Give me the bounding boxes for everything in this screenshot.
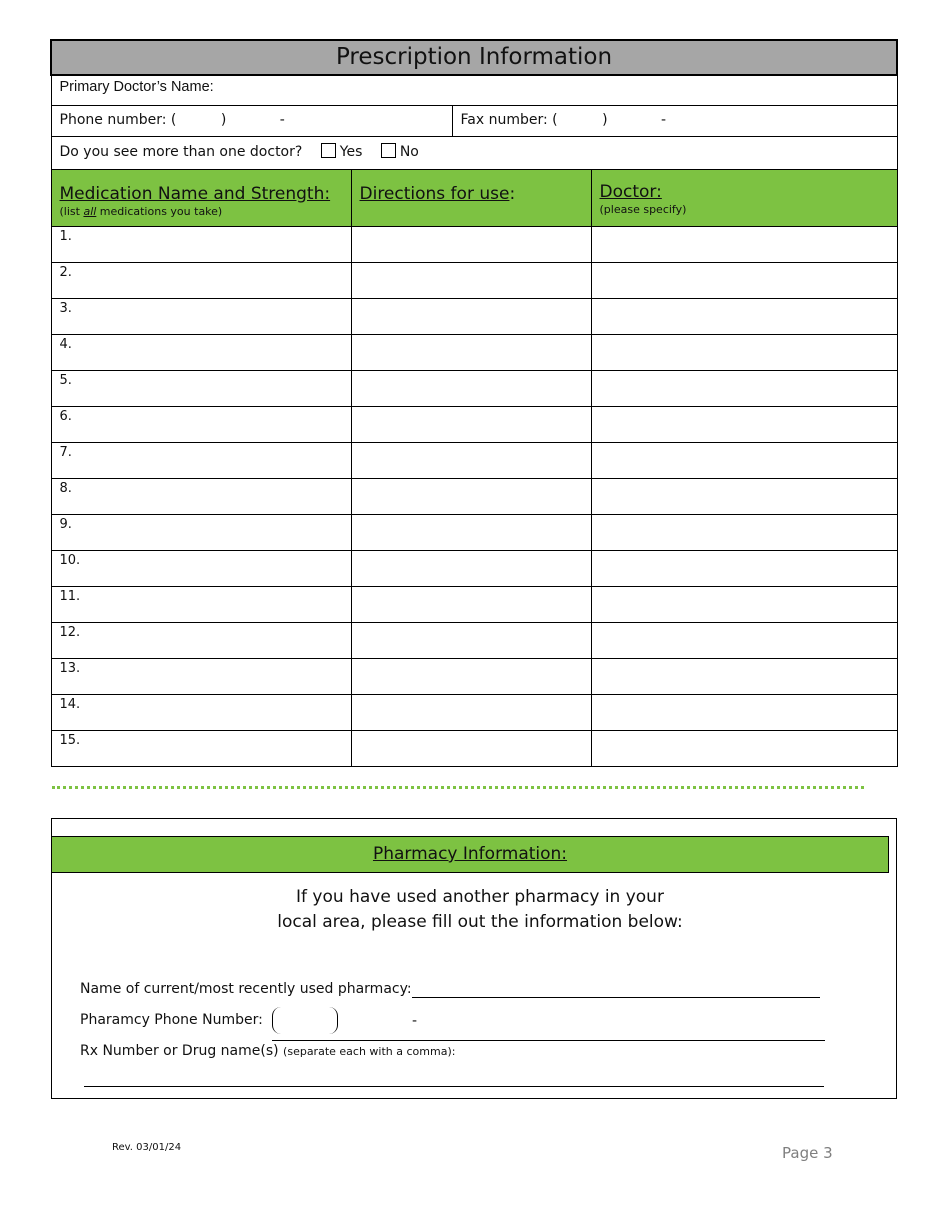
row-number: 5. xyxy=(59,372,72,388)
pharmacy-header xyxy=(51,836,889,873)
row-number: 4. xyxy=(59,336,72,352)
yes-label: Yes xyxy=(339,143,363,160)
pharmacy-intro-line1: If you have used another pharmacy in your xyxy=(296,887,664,907)
doctor-header-title: Doctor: xyxy=(599,181,662,202)
medication-name-cell[interactable] xyxy=(51,730,351,766)
directions-cell[interactable] xyxy=(351,622,591,658)
doctor-cell[interactable] xyxy=(591,226,897,262)
medication-column-header xyxy=(51,169,351,226)
medication-name-cell[interactable] xyxy=(51,622,351,658)
pharmacy-name-input[interactable] xyxy=(412,997,820,998)
medication-row xyxy=(51,622,897,658)
medication-row xyxy=(51,262,897,298)
row-number: 3. xyxy=(59,300,72,316)
pharmacy-title: Pharmacy Information: xyxy=(372,844,568,864)
row-number: 10. xyxy=(59,552,81,568)
rx-number-input[interactable] xyxy=(84,1086,824,1087)
medication-row xyxy=(51,658,897,694)
directions-cell[interactable] xyxy=(351,442,591,478)
directions-cell[interactable] xyxy=(351,550,591,586)
medication-row xyxy=(51,334,897,370)
primary-doctor-label: Primary Doctor’s Name: xyxy=(59,79,214,95)
row-number: 12. xyxy=(59,624,81,640)
phone-number-field[interactable] xyxy=(51,105,452,136)
directions-cell[interactable] xyxy=(351,658,591,694)
directions-cell[interactable] xyxy=(351,370,591,406)
rx-number-sub: (separate each with a comma): xyxy=(283,1045,456,1058)
fax-number-field[interactable] xyxy=(452,105,897,136)
no-checkbox[interactable] xyxy=(381,143,396,158)
medication-row xyxy=(51,586,897,622)
directions-cell[interactable] xyxy=(351,406,591,442)
pharmacy-name-label: Name of current/most recently used pharmacy: xyxy=(80,981,412,997)
multi-doctor-question: Do you see more than one doctor? xyxy=(59,143,303,160)
medication-row xyxy=(51,514,897,550)
medication-name-cell[interactable] xyxy=(51,550,351,586)
row-number: 8. xyxy=(59,480,72,496)
medication-header-sub: (list all medications you take) xyxy=(59,204,223,218)
row-number: 7. xyxy=(59,444,72,460)
doctor-cell[interactable] xyxy=(591,586,897,622)
directions-cell[interactable] xyxy=(351,262,591,298)
revision-date: Rev. 03/01/24 xyxy=(112,1142,182,1153)
fax-number-label: Fax number: ( ) - xyxy=(460,111,667,128)
medication-row xyxy=(51,406,897,442)
pharmacy-phone-label: Pharamcy Phone Number: xyxy=(80,1012,263,1028)
medication-row xyxy=(51,550,897,586)
row-number: 9. xyxy=(59,516,72,532)
medication-name-cell[interactable] xyxy=(51,298,351,334)
doctor-cell[interactable] xyxy=(591,730,897,766)
medication-row xyxy=(51,730,897,766)
yes-checkbox[interactable] xyxy=(321,143,336,158)
doctor-cell[interactable] xyxy=(591,370,897,406)
medication-name-cell[interactable] xyxy=(51,694,351,730)
directions-cell[interactable] xyxy=(351,334,591,370)
medication-row xyxy=(51,298,897,334)
directions-header-title: Directions for use xyxy=(359,183,510,204)
directions-cell[interactable] xyxy=(351,730,591,766)
medication-name-cell[interactable] xyxy=(51,442,351,478)
no-label: No xyxy=(399,143,419,160)
medication-name-cell[interactable] xyxy=(51,514,351,550)
medication-row xyxy=(51,478,897,514)
doctor-cell[interactable] xyxy=(591,514,897,550)
prescription-table xyxy=(50,39,898,767)
doctor-cell[interactable] xyxy=(591,406,897,442)
doctor-cell[interactable] xyxy=(591,442,897,478)
medication-name-cell[interactable] xyxy=(51,406,351,442)
directions-cell[interactable] xyxy=(351,694,591,730)
phone-dash: - xyxy=(412,1013,418,1029)
row-number: 11. xyxy=(59,588,81,604)
medication-name-cell[interactable] xyxy=(51,478,351,514)
doctor-cell[interactable] xyxy=(591,298,897,334)
row-number: 1. xyxy=(59,228,72,244)
multi-doctor-row xyxy=(51,136,897,169)
medication-name-cell[interactable] xyxy=(51,586,351,622)
row-number: 15. xyxy=(59,732,81,748)
phone-number-label: Phone number: ( ) - xyxy=(59,111,285,128)
area-code-input[interactable] xyxy=(272,1007,338,1034)
row-number: 6. xyxy=(59,408,72,424)
section-divider xyxy=(52,786,864,789)
doctor-cell[interactable] xyxy=(591,334,897,370)
directions-cell[interactable] xyxy=(351,514,591,550)
medication-row xyxy=(51,226,897,262)
medication-row xyxy=(51,370,897,406)
medication-name-cell[interactable] xyxy=(51,226,351,262)
rx-number-label: Rx Number or Drug name(s) (separate each with a comma): xyxy=(80,1043,456,1059)
primary-doctor-field[interactable] xyxy=(51,75,897,105)
medication-name-cell[interactable] xyxy=(51,370,351,406)
medication-name-cell[interactable] xyxy=(51,658,351,694)
doctor-cell[interactable] xyxy=(591,262,897,298)
directions-column-header: Directions for use: xyxy=(351,169,591,226)
medication-row xyxy=(51,442,897,478)
doctor-header-sub: (please specify) xyxy=(599,202,687,216)
doctor-cell[interactable] xyxy=(591,622,897,658)
doctor-cell[interactable] xyxy=(591,478,897,514)
pharmacy-intro-line2: local area, please fill out the information below: xyxy=(277,912,683,932)
directions-cell[interactable] xyxy=(351,478,591,514)
prescription-title: Prescription Information xyxy=(51,40,897,75)
directions-cell[interactable] xyxy=(351,226,591,262)
doctor-cell[interactable] xyxy=(591,658,897,694)
row-number: 14. xyxy=(59,696,81,712)
medication-name-cell[interactable] xyxy=(51,334,351,370)
row-number: 2. xyxy=(59,264,72,280)
doctor-column-header xyxy=(591,169,897,226)
doctor-cell[interactable] xyxy=(591,550,897,586)
row-number: 13. xyxy=(59,660,81,676)
page-number: Page 3 xyxy=(782,1144,833,1162)
medication-name-cell[interactable] xyxy=(51,262,351,298)
directions-cell[interactable] xyxy=(351,586,591,622)
directions-cell[interactable] xyxy=(351,298,591,334)
medication-header-title: Medication Name and Strength: xyxy=(59,183,331,204)
medication-row xyxy=(51,694,897,730)
pharmacy-phone-input[interactable] xyxy=(272,1040,825,1041)
doctor-cell[interactable] xyxy=(591,694,897,730)
